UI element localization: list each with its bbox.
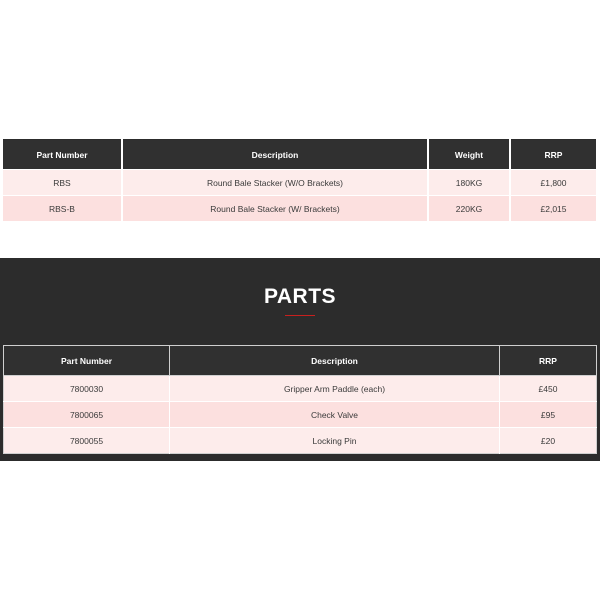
- column-header-part-number: Part Number: [3, 140, 122, 170]
- column-header-weight: Weight: [428, 140, 510, 170]
- cell-rrp: £1,800: [510, 170, 596, 196]
- cell-rrp: £450: [500, 376, 597, 402]
- table-row: [4, 428, 597, 454]
- cell-part-number: RBS-B: [3, 196, 122, 222]
- table-row: [3, 196, 596, 222]
- column-header-part-number: Part Number: [4, 346, 170, 376]
- cell-weight: 220KG: [428, 196, 510, 222]
- cell-part-number: 7800030: [4, 376, 170, 402]
- parts-section: [0, 258, 600, 461]
- cell-description: Gripper Arm Paddle (each): [170, 376, 500, 402]
- cell-weight: 180KG: [428, 170, 510, 196]
- table-row: [4, 402, 597, 428]
- cell-part-number: 7800055: [4, 428, 170, 454]
- column-header-description: Description: [170, 346, 500, 376]
- heading-underline: [285, 315, 315, 316]
- cell-part-number: 7800065: [4, 402, 170, 428]
- table-header-row: [4, 346, 597, 376]
- column-header-rrp: RRP: [500, 346, 597, 376]
- cell-description: Round Bale Stacker (W/ Brackets): [122, 196, 428, 222]
- parts-heading: PARTS: [263, 285, 337, 308]
- column-header-rrp: RRP: [510, 140, 596, 170]
- cell-description: Locking Pin: [170, 428, 500, 454]
- cell-rrp: £95: [500, 402, 597, 428]
- table-header-row: [3, 140, 596, 170]
- products-table: [3, 139, 596, 221]
- table-row: [4, 376, 597, 402]
- cell-description: Round Bale Stacker (W/O Brackets): [122, 170, 428, 196]
- cell-part-number: RBS: [3, 170, 122, 196]
- cell-rrp: £20: [500, 428, 597, 454]
- cell-rrp: £2,015: [510, 196, 596, 222]
- column-header-description: Description: [122, 140, 428, 170]
- table-row: [3, 170, 596, 196]
- parts-table: [3, 345, 597, 454]
- cell-description: Check Valve: [170, 402, 500, 428]
